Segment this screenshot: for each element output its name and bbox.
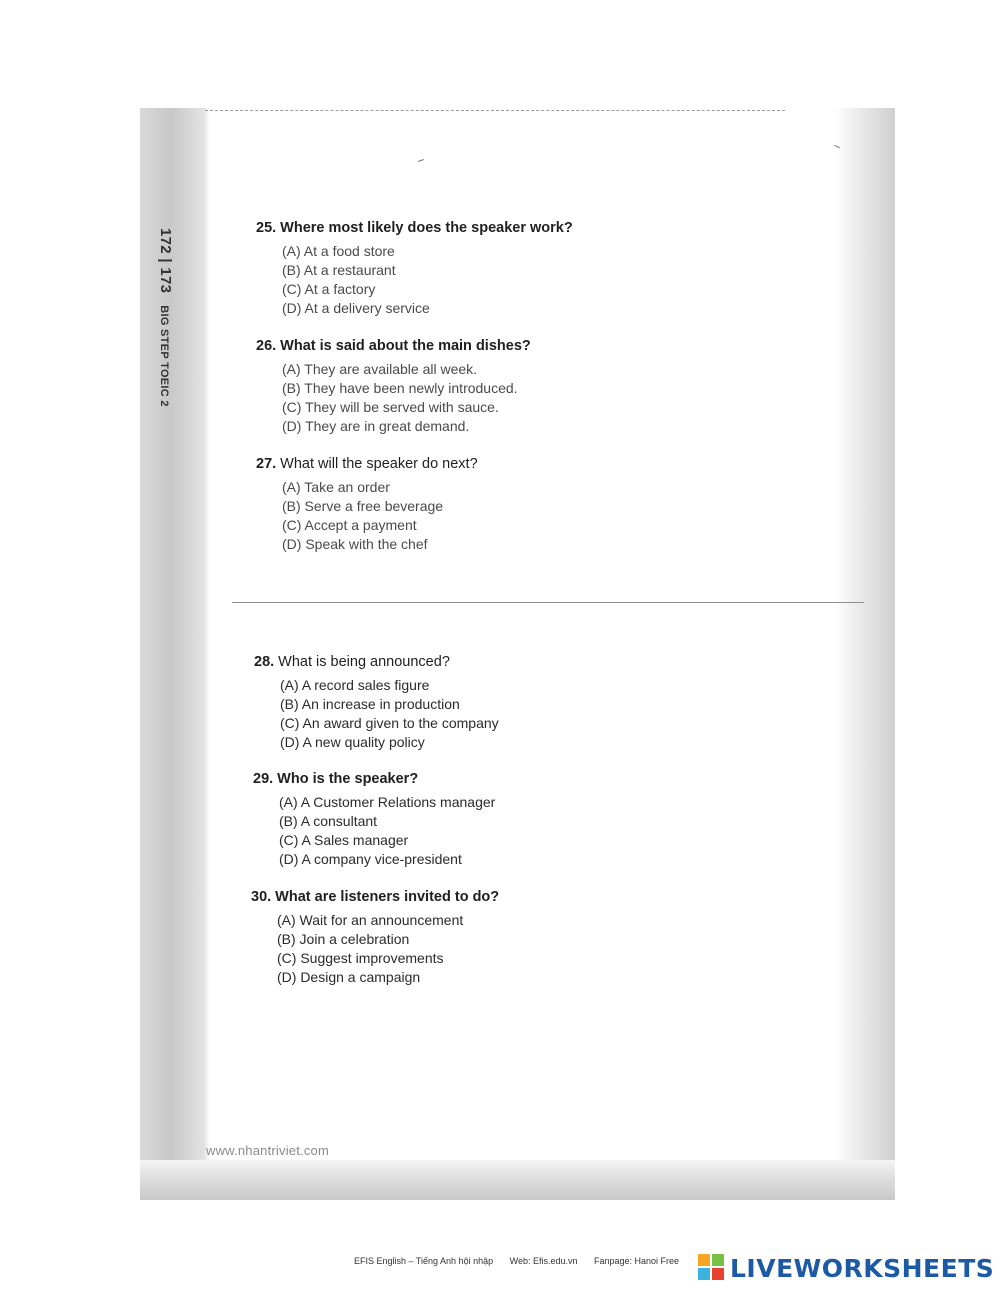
publisher-website: www.nhantriviet.com [206,1143,330,1158]
question-title [256,220,573,236]
section-divider [232,602,864,603]
answer-option[interactable]: (D) A company vice-president [279,851,462,867]
answer-option[interactable]: (C) A Sales manager [279,832,409,848]
footer-fanpage: Fanpage: Hanoi Free [594,1256,680,1266]
spine-text [157,228,174,407]
question-29 [253,771,495,869]
answer-option[interactable]: (A) At a food store [282,243,395,259]
question-number: 30. [251,889,272,905]
question-title [256,456,478,472]
answer-option[interactable]: (A) They are available all week. [282,361,478,377]
answer-option[interactable]: (A) A record sales figure [280,677,430,693]
question-text: Who is the speaker? [277,771,419,787]
question-text: What is said about the main dishes? [280,338,531,354]
answer-option[interactable]: (C) Accept a payment [282,517,417,533]
question-27 [256,456,478,554]
question-number: 25. [256,220,277,236]
question-title [256,338,531,354]
answer-option[interactable]: (B) Join a celebration [277,931,410,947]
answer-option[interactable]: (C) Suggest improvements [277,950,444,966]
question-title [254,654,499,670]
answer-option[interactable]: (C) An award given to the company [280,715,499,731]
answer-option[interactable]: (D) At a delivery service [282,300,430,316]
answer-option[interactable]: (D) Design a campaign [277,969,421,985]
question-28 [254,654,499,752]
answer-option[interactable]: (C) They will be served with sauce. [282,399,499,415]
answer-option[interactable]: (B) Serve a free beverage [282,498,444,514]
liveworksheets-wordmark: LIVEWORKSHEETS [730,1253,995,1283]
liveworksheets-cubes-icon [698,1254,726,1282]
footer-school: EFIS English – Tiếng Anh hội nhập [354,1256,494,1266]
scanned-page-bottom-shadow [140,1160,895,1200]
answer-option[interactable]: (B) An increase in production [280,696,460,712]
answer-option[interactable]: (A) Wait for an announcement [277,912,464,928]
question-text: What is being announced? [278,654,450,670]
question-title [253,771,495,787]
question-text: What are listeners invited to do? [275,889,500,905]
page-footer [354,1256,693,1266]
footer-web: Web: Efis.edu.vn [509,1256,578,1266]
question-text: Where most likely does the speaker work? [280,220,573,236]
spine-book-title: BIG STEP TOEIC 2 [158,305,170,407]
question-30 [251,889,499,987]
question-title [251,889,499,905]
question-number: 27. [256,456,277,472]
book-spine [150,228,200,458]
question-number: 29. [253,771,274,787]
answer-option[interactable]: (D) Speak with the chef [282,536,428,552]
liveworksheets-logo [698,1252,994,1284]
spine-page-numbers: 172 | 173 [157,228,174,294]
answer-option[interactable]: (D) They are in great demand. [282,418,470,434]
question-26 [256,338,531,436]
answer-option[interactable]: (A) Take an order [282,479,390,495]
page-top-edge [205,110,785,111]
question-25 [256,220,573,318]
answer-option[interactable]: (B) A consultant [279,813,378,829]
answer-option[interactable]: (A) A Customer Relations manager [279,794,496,810]
question-number: 26. [256,338,277,354]
answer-option[interactable]: (B) At a restaurant [282,262,396,278]
answer-option[interactable]: (C) At a factory [282,281,376,297]
answer-option[interactable]: (B) They have been newly introduced. [282,380,518,396]
answer-option[interactable]: (D) A new quality policy [280,734,425,750]
question-number: 28. [254,654,275,670]
question-text: What will the speaker do next? [280,456,478,472]
